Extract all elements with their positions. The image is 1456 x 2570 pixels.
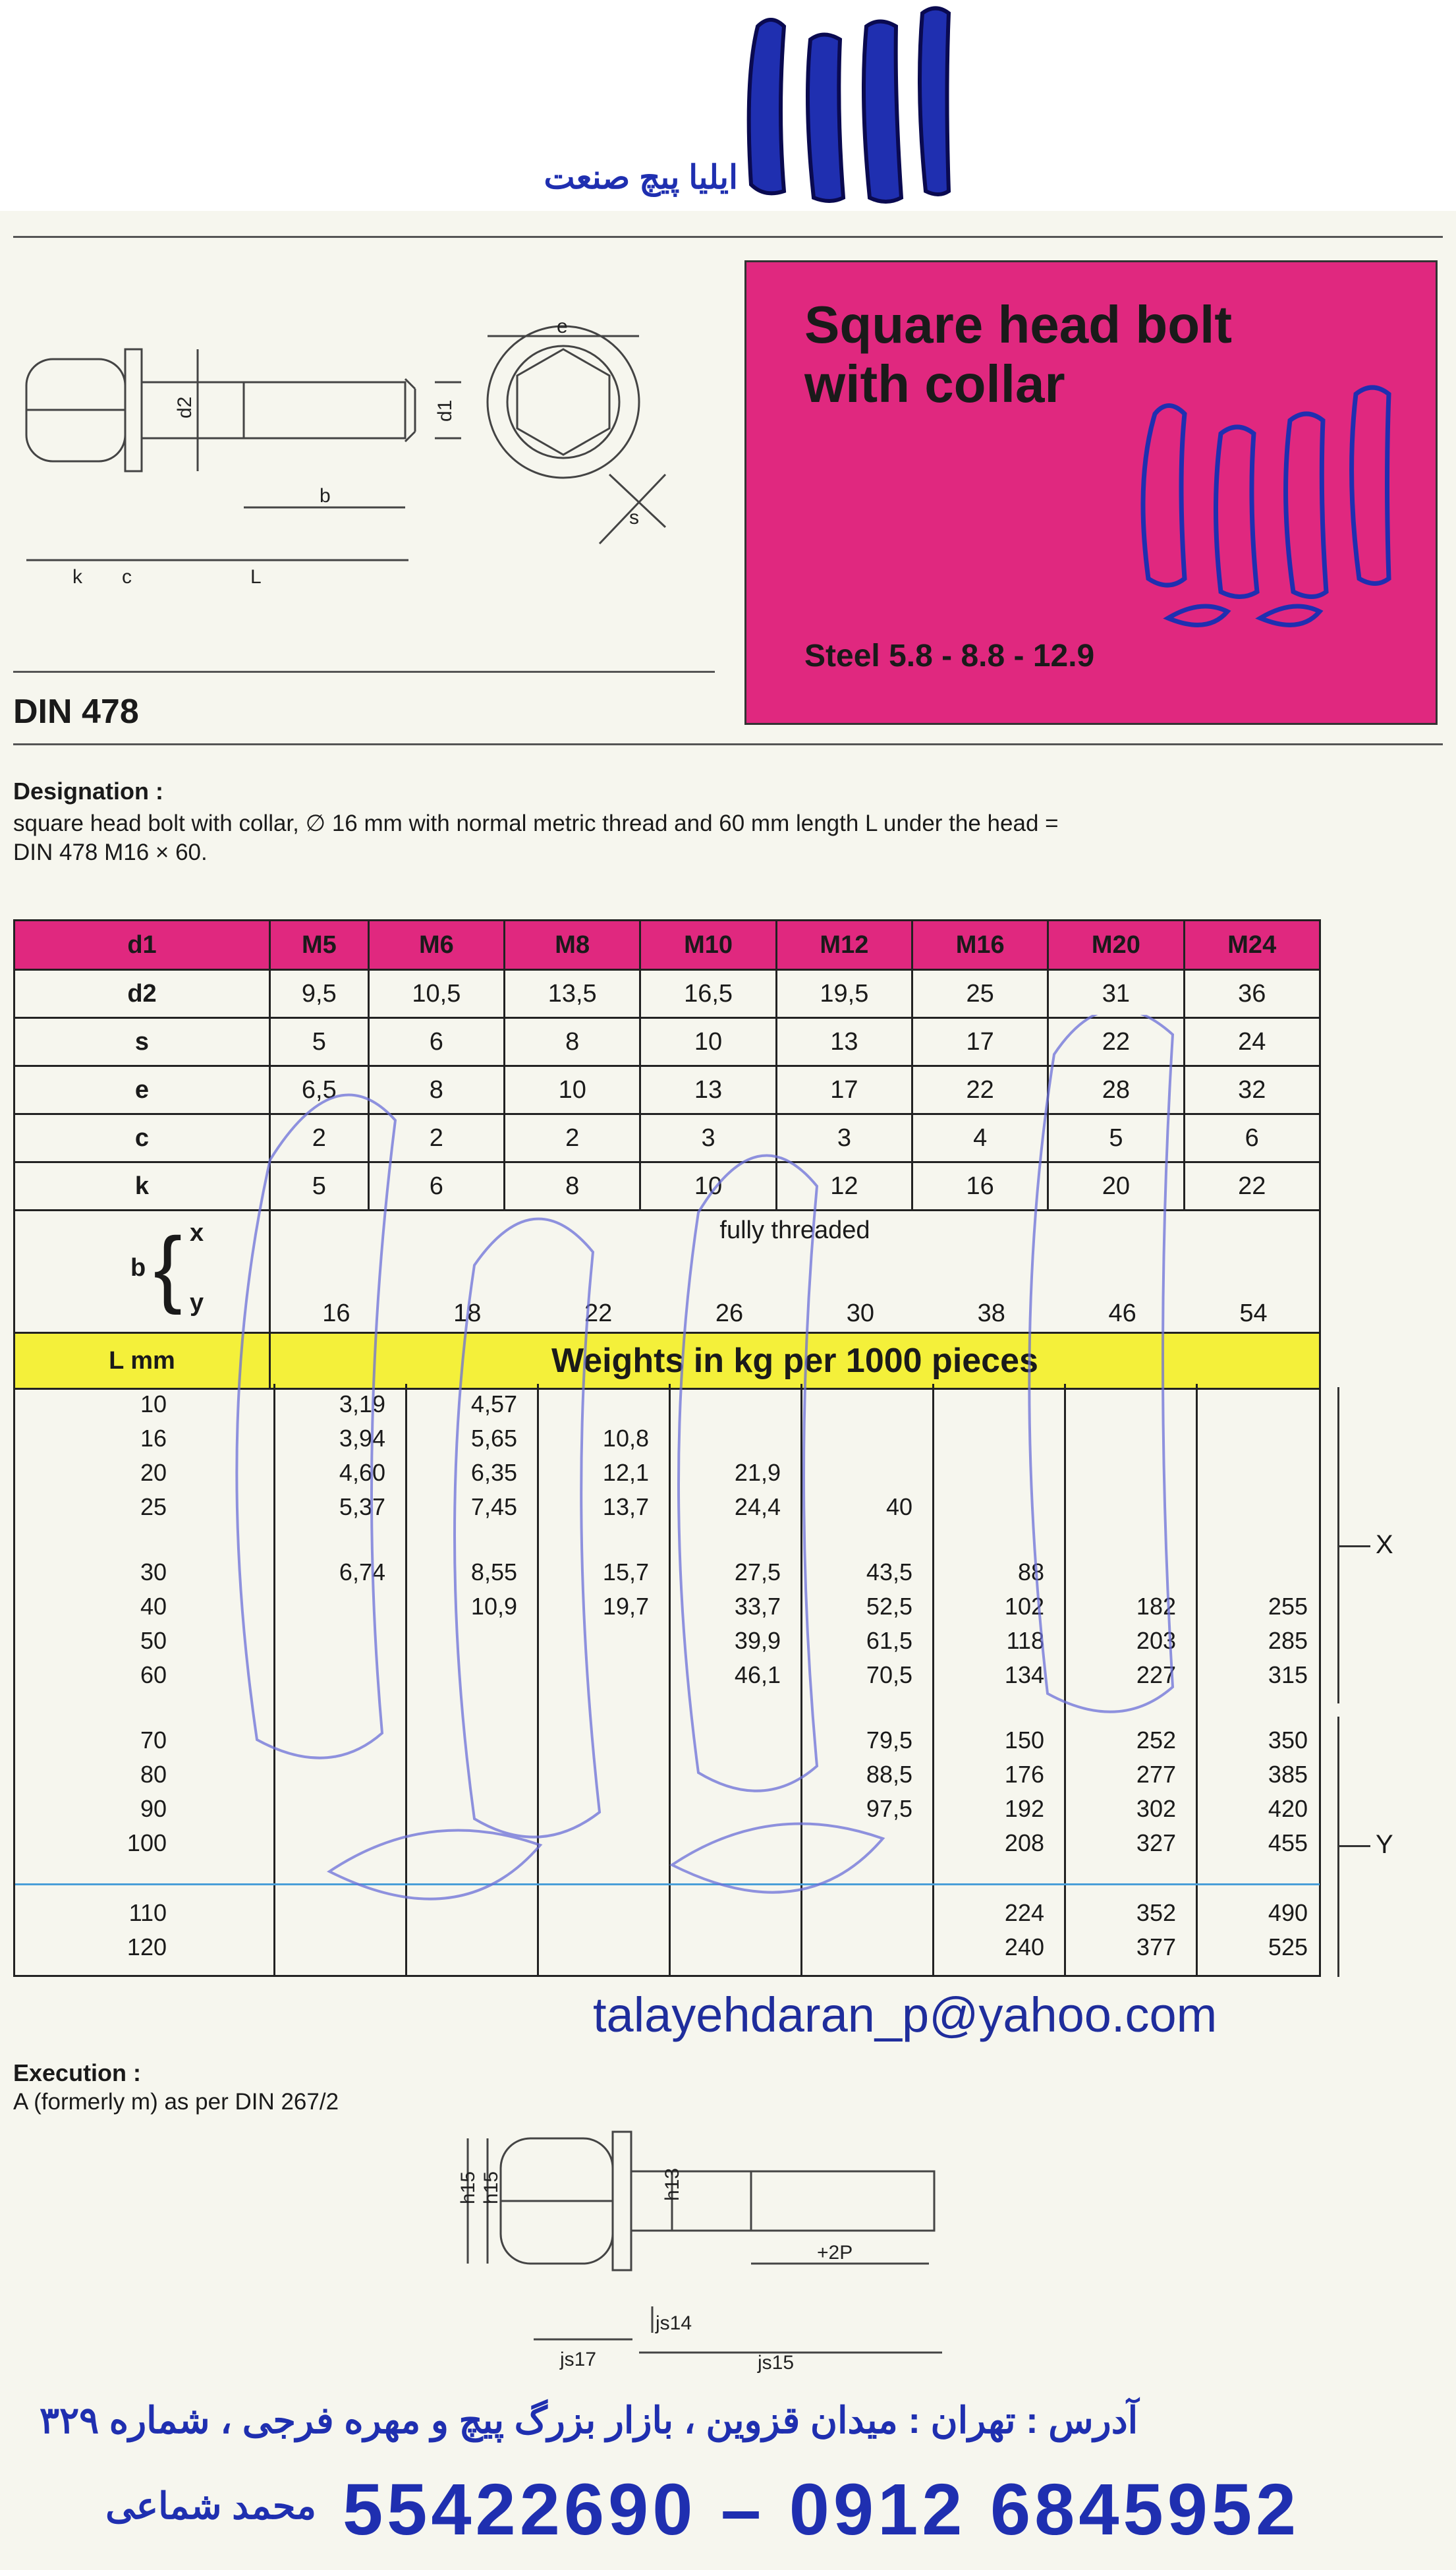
- b-y-value: 16: [322, 1299, 350, 1327]
- x-tick: [1337, 1545, 1370, 1547]
- weight-value: 10,9: [470, 1593, 517, 1620]
- b-y-value: 22: [584, 1299, 613, 1327]
- weight-value: 5,65: [470, 1425, 517, 1452]
- spec-header-row: [14, 921, 1320, 970]
- cell: 10: [640, 1162, 776, 1211]
- cell: 28: [1048, 1066, 1184, 1114]
- weight-value: 5,37: [339, 1493, 385, 1520]
- header-size: M10: [640, 921, 776, 970]
- weight-value: 208: [1004, 1829, 1044, 1856]
- brand-logo: [738, 0, 955, 211]
- drawing-label-b: b: [320, 485, 331, 507]
- header-size: M16: [912, 921, 1048, 970]
- weight-value: 8,55: [470, 1558, 517, 1585]
- weight-value: 88,5: [866, 1761, 912, 1788]
- cell: 12: [776, 1162, 912, 1211]
- execution-drawing: [441, 2115, 955, 2379]
- cell: 3: [640, 1114, 776, 1162]
- cell: 9,5: [270, 970, 369, 1018]
- cell: 6: [368, 1018, 504, 1066]
- weight-value: 315: [1268, 1661, 1308, 1688]
- b-y-value: 26: [715, 1299, 744, 1327]
- weight-value: 6,74: [339, 1558, 385, 1585]
- weight-value: 277: [1136, 1761, 1176, 1788]
- weight-value: 377: [1136, 1933, 1176, 1960]
- cell: 6: [368, 1162, 504, 1211]
- cell: 8: [505, 1162, 640, 1211]
- cell: 25: [912, 970, 1048, 1018]
- cell: 13: [640, 1066, 776, 1114]
- cell: 16,5: [640, 970, 776, 1018]
- cell: 2: [270, 1114, 369, 1162]
- exec-label-2p: +2P: [817, 2242, 853, 2264]
- header-size: M5: [270, 921, 369, 970]
- l-mm-label: L mm: [14, 1333, 270, 1389]
- weight-value: 4,60: [339, 1459, 385, 1486]
- watermark-logo: [1129, 374, 1405, 638]
- b-brace: {: [154, 1219, 182, 1315]
- weight-value: 240: [1004, 1933, 1044, 1960]
- cell: 8: [505, 1018, 640, 1066]
- row-label: e: [14, 1066, 270, 1114]
- weight-value: 525: [1268, 1933, 1308, 1960]
- din-rule: [13, 671, 715, 673]
- cell: 20: [1048, 1162, 1184, 1211]
- exec-label-js14: js14: [656, 2312, 692, 2334]
- cell: 2: [368, 1114, 504, 1162]
- weight-value: 176: [1004, 1761, 1044, 1788]
- weight-value: 227: [1136, 1661, 1176, 1688]
- weight-value: 43,5: [866, 1558, 912, 1585]
- spec-row-d2: [14, 970, 1320, 1018]
- weight-value: 40: [885, 1493, 912, 1520]
- cell: 5: [1048, 1114, 1184, 1162]
- drawing-label-s: s: [629, 507, 639, 528]
- steel-grades: Steel 5.8 - 8.8 - 12.9: [804, 639, 1095, 673]
- table-watermark: [198, 1015, 1278, 1970]
- title-line1: Square head bolt: [804, 295, 1232, 354]
- cell: 17: [776, 1066, 912, 1114]
- weights-title: Weights in kg per 1000 pieces: [270, 1333, 1320, 1389]
- b-y-value: 18: [453, 1299, 482, 1327]
- designation-heading: Designation :: [13, 778, 164, 805]
- weight-value: 192: [1004, 1795, 1044, 1822]
- fully-threaded-text: fully threaded: [719, 1216, 870, 1244]
- row-label: k: [14, 1162, 270, 1211]
- exec-label-js17: js17: [560, 2349, 597, 2370]
- y-tick: [1337, 1845, 1370, 1847]
- length-value: 70: [140, 1727, 167, 1754]
- weight-value: 302: [1136, 1795, 1176, 1822]
- drawing-label-e: e: [557, 316, 568, 337]
- title-box: [744, 260, 1438, 725]
- length-value: 90: [140, 1795, 167, 1822]
- weight-value: 24,4: [734, 1493, 781, 1520]
- cell: 22: [912, 1066, 1048, 1114]
- cell: 6,5: [270, 1066, 369, 1114]
- weight-value: 385: [1268, 1761, 1308, 1788]
- cell: 13: [776, 1018, 912, 1066]
- cell: 31: [1048, 970, 1184, 1018]
- weight-value: 12,1: [602, 1459, 649, 1486]
- weight-value: 10,8: [602, 1425, 649, 1452]
- standard-number: DIN 478: [13, 693, 139, 731]
- weight-value: 134: [1004, 1661, 1044, 1688]
- weight-value: 61,5: [866, 1627, 912, 1654]
- owner-name: محمد شماعی: [105, 2485, 316, 2527]
- weight-value: 88: [1017, 1558, 1044, 1585]
- length-value: 40: [140, 1593, 167, 1620]
- header-size: M24: [1184, 921, 1320, 970]
- weight-value: 252: [1136, 1727, 1176, 1754]
- cell: 10: [505, 1066, 640, 1114]
- weight-value: 52,5: [866, 1593, 912, 1620]
- execution-heading: Execution :: [13, 2059, 142, 2086]
- length-value: 120: [126, 1933, 167, 1960]
- exec-label-h13: h13: [661, 2167, 683, 2201]
- b-label: b: [130, 1254, 146, 1282]
- weight-value: 350: [1268, 1727, 1308, 1754]
- weight-value: 39,9: [734, 1627, 781, 1654]
- cell: 10,5: [368, 970, 504, 1018]
- weight-value: 4,57: [470, 1390, 517, 1417]
- weight-value: 327: [1136, 1829, 1176, 1856]
- length-value: 20: [140, 1459, 167, 1486]
- title-line2: with collar: [804, 355, 1065, 413]
- designation-text: [13, 809, 1430, 867]
- weight-value: 3,19: [339, 1390, 385, 1417]
- length-value: 10: [140, 1390, 167, 1417]
- header-size: M12: [776, 921, 912, 970]
- b-y-label: y: [190, 1289, 204, 1317]
- cell: 5: [270, 1162, 369, 1211]
- header-size: M20: [1048, 921, 1184, 970]
- weight-value: 352: [1136, 1899, 1176, 1926]
- weight-value: 102: [1004, 1593, 1044, 1620]
- row-label: c: [14, 1114, 270, 1162]
- weight-value: 21,9: [734, 1459, 781, 1486]
- drawing-label-c: c: [122, 566, 132, 588]
- weight-value: 182: [1136, 1593, 1176, 1620]
- cell: 3: [776, 1114, 912, 1162]
- b-y-value: 46: [1108, 1299, 1136, 1327]
- drawing-label-L: L: [250, 566, 262, 588]
- weight-value: 7,45: [470, 1493, 517, 1520]
- weight-value: 255: [1268, 1593, 1308, 1620]
- weight-value: 15,7: [602, 1558, 649, 1585]
- cell: 22: [1184, 1162, 1320, 1211]
- cell: 32: [1184, 1066, 1320, 1114]
- length-value: 16: [140, 1425, 167, 1452]
- b-y-value: 30: [846, 1299, 875, 1327]
- drawing-label-d2: d2: [174, 396, 196, 418]
- row-label: d2: [14, 970, 270, 1018]
- weight-value: 224: [1004, 1899, 1044, 1926]
- exec-label-js15: js15: [758, 2352, 795, 2374]
- weight-value: 13,7: [602, 1493, 649, 1520]
- weight-value: 420: [1268, 1795, 1308, 1822]
- length-value: 30: [140, 1558, 167, 1585]
- address-text: آدرس : تهران : میدان قزوین ، بازار بزرگ پیچ و مهره فرجی ، شماره ۳۲۹: [40, 2399, 1138, 2441]
- weight-value: 490: [1268, 1899, 1308, 1926]
- cell: 4: [912, 1114, 1048, 1162]
- weight-value: 6,35: [470, 1459, 517, 1486]
- length-value: 25: [140, 1493, 167, 1520]
- b-x-label: x: [190, 1219, 204, 1247]
- cell: 16: [912, 1162, 1048, 1211]
- length-value: 100: [126, 1829, 167, 1856]
- weight-value: 46,1: [734, 1661, 781, 1688]
- x-mark: X: [1376, 1530, 1393, 1559]
- mid-rule: [13, 743, 1443, 745]
- b-y-value: 38: [977, 1299, 1005, 1327]
- cell: 36: [1184, 970, 1320, 1018]
- bolt-drawing: [7, 310, 718, 606]
- designation-line1: square head bolt with collar, ∅ 16 mm with normal metric thread and 60 mm length L under the head =: [13, 811, 1059, 836]
- b-y-value: 54: [1239, 1299, 1268, 1327]
- weight-value: 97,5: [866, 1795, 912, 1822]
- execution-text: A (formerly m) as per DIN 267/2: [13, 2089, 339, 2115]
- length-value: 80: [140, 1761, 167, 1788]
- brand-logo-text: ایلیا پیچ صنعت: [544, 159, 738, 196]
- weight-value: 70,5: [866, 1661, 912, 1688]
- cell: 24: [1184, 1018, 1320, 1066]
- weight-value: 33,7: [734, 1593, 781, 1620]
- cell: 19,5: [776, 970, 912, 1018]
- weight-value: 3,94: [339, 1425, 385, 1452]
- phone-number[interactable]: 55422690 – 0912 6845952: [343, 2469, 1301, 2550]
- designation-line2: DIN 478 M16 × 60.: [13, 840, 208, 865]
- length-value: 110: [128, 1899, 167, 1926]
- header-d1: d1: [14, 921, 270, 970]
- weight-value: 118: [1006, 1627, 1044, 1654]
- cell: 17: [912, 1018, 1048, 1066]
- header-size: M6: [368, 921, 504, 970]
- weight-value: 79,5: [866, 1727, 912, 1754]
- cell: 13,5: [505, 970, 640, 1018]
- row-label: s: [14, 1018, 270, 1066]
- weight-value: 455: [1268, 1829, 1308, 1856]
- exec-label-h15a: h15: [457, 2171, 479, 2204]
- header-size: M8: [505, 921, 640, 970]
- top-rule: [13, 236, 1443, 238]
- cell: 10: [640, 1018, 776, 1066]
- y-mark: Y: [1376, 1830, 1393, 1859]
- drawing-label-d1: d1: [434, 399, 456, 422]
- weight-value: 285: [1268, 1627, 1308, 1654]
- cell: 8: [368, 1066, 504, 1114]
- drawing-label-k: k: [72, 566, 82, 588]
- cell: 22: [1048, 1018, 1184, 1066]
- length-value: 50: [140, 1627, 167, 1654]
- cell: 5: [270, 1018, 369, 1066]
- weight-value: 150: [1004, 1727, 1044, 1754]
- cell: 6: [1184, 1114, 1320, 1162]
- weight-value: 27,5: [734, 1558, 781, 1585]
- cell: 2: [505, 1114, 640, 1162]
- contact-email[interactable]: talayehdaran_p@yahoo.com: [593, 1987, 1218, 2042]
- exec-label-h15b: h15: [480, 2171, 502, 2204]
- weight-value: 19,7: [602, 1593, 649, 1620]
- length-value: 60: [140, 1661, 167, 1688]
- weight-value: 203: [1136, 1627, 1176, 1654]
